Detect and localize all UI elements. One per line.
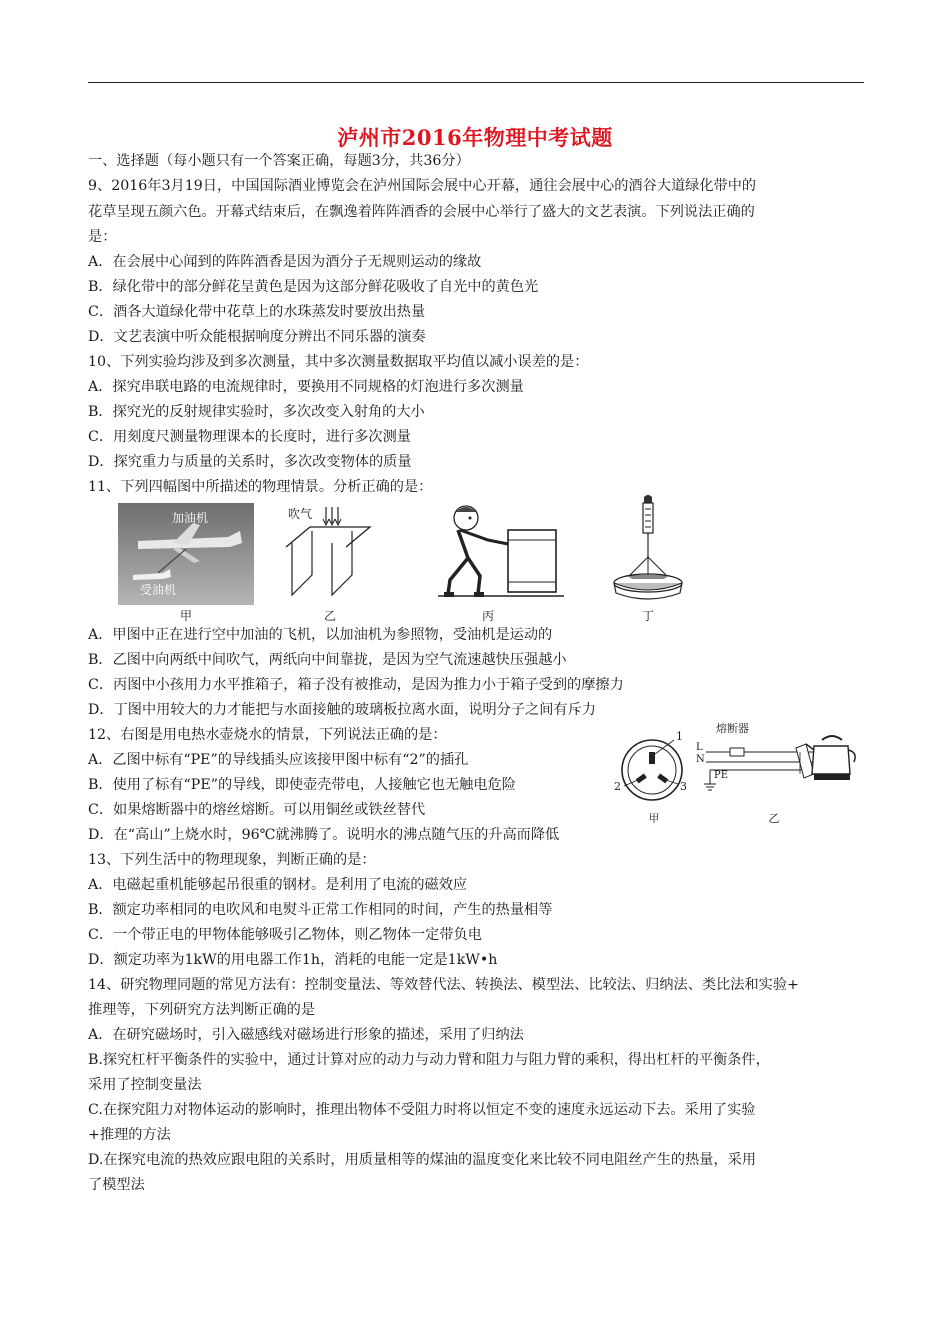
q14-option-a: A．在研究磁场时，引入磁感线对磁场进行形象的描述，采用了归纳法 (88, 1027, 524, 1043)
q12-stem: 12、右图是用电热水壶烧水的情景，下列说法正确的是： (88, 727, 447, 743)
q13-option-d: D．额定功率为1kW的用电器工作1h，消耗的电能一定是1kW•h (88, 952, 498, 968)
q14-option-c-line1: C.在探究阻力对物体运动的影响时，推理出物体不受阻力时将以恒定不变的速度永远运动下去。采用了实验 (88, 1102, 756, 1118)
q10-option-c: C．用刻度尺测量物理课本的长度时，进行多次测量 (88, 429, 411, 445)
socket-hole-1-label: 1 (676, 730, 683, 743)
q10-option-a: A．探究串联电路的电流规律时，要换用不同规格的灯泡进行多次测量 (88, 379, 524, 395)
three-pin-socket-diagram (612, 728, 696, 810)
neutral-wire-label: N (696, 754, 705, 765)
q12-option-d: D．在“高山”上烧水时，96℃就沸腾了。说明水的沸点随气压的升高而降低 (88, 827, 560, 843)
q13-option-c: C．一个带正电的甲物体能够吸引乙物体，则乙物体一定带负电 (88, 927, 482, 943)
q11-option-d: D．丁图中用较大的力才能把与水面接触的玻璃板拉离水面，说明分子之间有斥力 (88, 702, 596, 718)
q11-caption-ding: 丁 (641, 609, 654, 623)
q9-option-c: C．酒各大道绿化带中花草上的水珠蒸发时要放出热量 (88, 304, 426, 320)
q13-option-a: A．电磁起重机能够起吊很重的钢材。是利用了电流的磁效应 (88, 877, 468, 893)
q11-stem: 11、下列四幅图中所描述的物理情景。分析正确的是： (88, 479, 433, 495)
q14-option-b-line2: 采用了控制变量法 (88, 1077, 202, 1093)
q14-option-d-line2: 了模型法 (88, 1177, 145, 1193)
socket-hole-2-label: 2 (614, 780, 621, 793)
receiver-label: 受油机 (140, 583, 177, 597)
pe-wire-label: PE (714, 770, 729, 781)
q14-stem-line2: 推理等，下列研究方法判断正确的是 (88, 1002, 316, 1018)
blow-label: 吹气 (288, 507, 313, 521)
q12-option-b: B．使用了标有“PE”的导线，即使壶壳带电，人接触它也无触电危险 (88, 777, 516, 793)
page-title: 泸州市2016年物理中考试题 (337, 125, 613, 150)
q12-caption-yi: 乙 (768, 812, 780, 825)
q12-socket-figure (612, 728, 696, 810)
section-heading: 一、选择题（每小题只有一个答案正确，每题3分，共36分） (88, 153, 470, 169)
q13-stem: 13、下列生活中的物理现象，判断正确的是： (88, 852, 376, 868)
q9-option-d: D．文艺表演中听众能根据响度分辨出不同乐器的演奏 (88, 329, 426, 345)
q12-circuit-figure (696, 718, 856, 810)
child-pushing-box-drawing (418, 500, 568, 605)
q12-option-c: C．如果熔断器中的熔丝熔断。可以用铜丝或铁丝替代 (88, 802, 426, 818)
q11-figure-yi (282, 503, 372, 605)
q14-option-c-line2: +推理的方法 (88, 1127, 171, 1143)
q11-caption-yi: 乙 (323, 609, 336, 623)
q9-stem-line2: 花草呈现五颜六色。开幕式结束后，在飘逸着阵阵酒香的会展中心举行了盛大的文艺表演。下列说法正确的 (88, 204, 755, 220)
q9-stem-line1: 9、2016年3月19日，中国国际酒业博览会在泸州国际会展中心开幕，通往会展中心的酒谷大道绿化带中的 (88, 178, 757, 194)
q10-option-d: D．探究重力与质量的关系时，多次改变物体的质量 (88, 454, 412, 470)
q14-option-d-line1: D.在探究电流的热效应跟电阻的关系时，用质量相等的煤油的温度变化来比较不同电阻丝产生的热量，采用 (88, 1152, 757, 1168)
q12-option-a: A．乙图中标有“PE”的导线插头应该接甲图中标有“2”的插孔 (88, 752, 469, 768)
q11-figure-jia (118, 503, 254, 605)
tanker-label: 加油机 (172, 511, 209, 525)
spring-scale-glass-plate-diagram (610, 495, 686, 605)
q14-stem-line1: 14、研究物理同题的常见方法有：控制变量法、等效替代法、转换法、模型法、比较法、归纳法、类比法和实验+ (88, 977, 799, 993)
q10-option-b: B．探究光的反射规律实验时，多次改变入射角的大小 (88, 404, 425, 420)
q10-stem: 10、下列实验均涉及到多次测量，其中多次测量数据取平均值以减小误差的是： (88, 354, 589, 370)
q11-caption-bing: 丙 (481, 609, 494, 623)
top-rule (88, 82, 864, 83)
q11-caption-jia: 甲 (179, 609, 192, 623)
q11-figure-ding (610, 495, 686, 605)
fuse-label: 熔断器 (716, 722, 749, 735)
q11-option-c: C．丙图中小孩用力水平推箱子，箱子没有被推动，是因为推力小于箱子受到的摩擦力 (88, 677, 624, 693)
socket-hole-3-label: 3 (680, 780, 687, 793)
q13-option-b: B．额定功率相同的电吹风和电熨斗正常工作相同的时间，产生的热量相等 (88, 902, 553, 918)
q11-option-b: B．乙图中向两纸中间吹气，两纸向中间靠拢，是因为空气流速越快压强越小 (88, 652, 567, 668)
q9-option-b: B．绿化带中的部分鲜花呈黄色是因为这部分鲜花吸收了自光中的黄色光 (88, 279, 539, 295)
q12-caption-jia: 甲 (648, 812, 660, 825)
q11-option-a: A．甲图中正在进行空中加油的飞机，以加油机为参照物，受油机是运动的 (88, 627, 553, 643)
q9-stem-line3: 是： (88, 229, 117, 245)
q11-figure-bing (418, 500, 568, 605)
q14-option-b-line1: B.探究杠杆平衡条件的实验中，通过计算对应的动力与动力臂和阻力与阻力臂的乘积，得出杠杆的平衡条件， (88, 1052, 770, 1068)
live-wire-label: L (696, 742, 703, 753)
q9-option-a: A．在会展中心闻到的阵阵酒香是因为酒分子无规则运动的缘故 (88, 254, 482, 270)
